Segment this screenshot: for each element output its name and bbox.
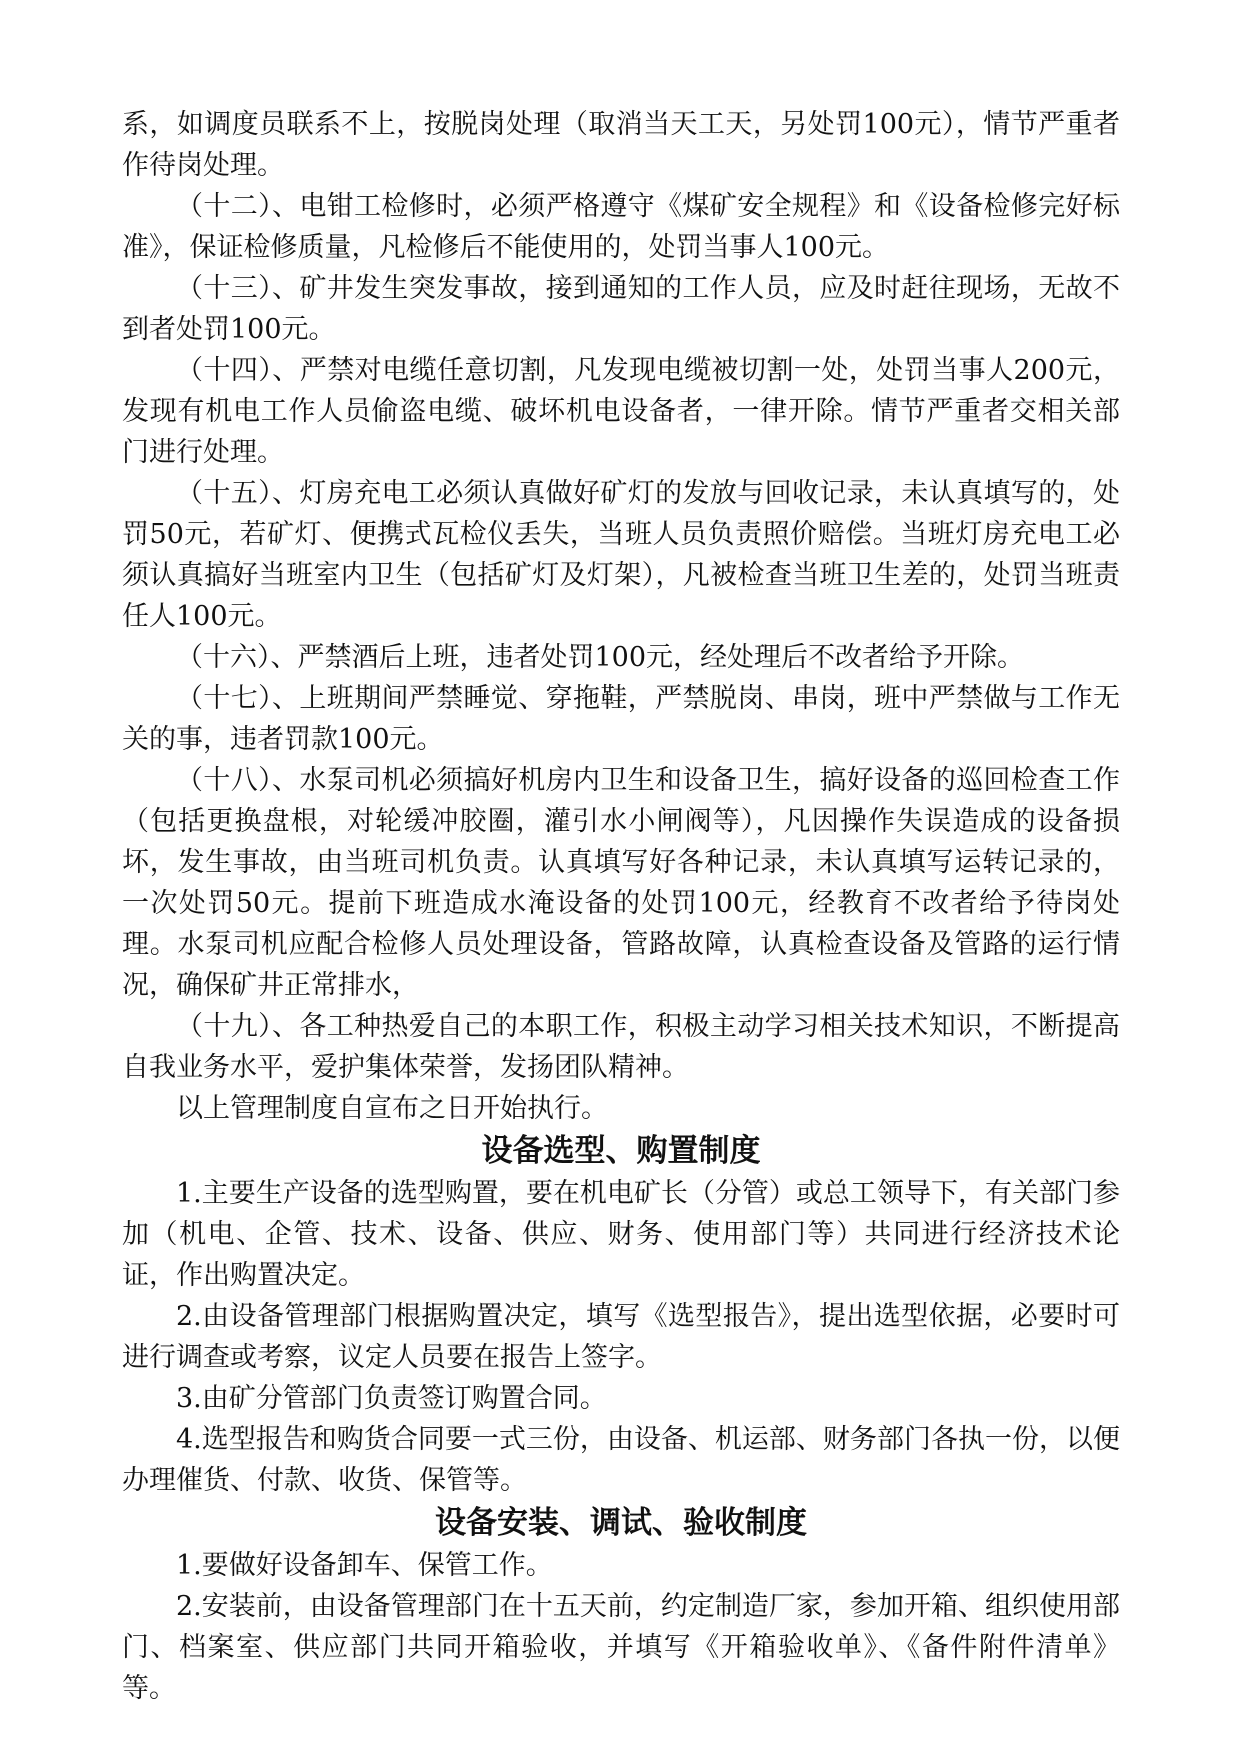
paragraph-closing: 以上管理制度自宣布之日开始执行。 [176,1093,608,1124]
paragraph-item-17: （十七）、上班期间严禁睡觉、穿拖鞋，严禁脱岗、串岗，班中严禁做与工作无关的事，违者罚款100元。 [122,683,1120,755]
procurement-item-2: 2.由设备管理部门根据购置决定，填写《选型报告》，提出选型依据，必要时可进行调查或考察，议定人员要在报告上签字。 [122,1301,1120,1373]
paragraph-cont: 系，如调度员联系不上，按脱岗处理（取消当天工天，另处罚100元），情节严重者作待岗处理。 [122,109,1120,181]
procurement-item-4: 4.选型报告和购货合同要一式三份，由设备、机运部、财务部门各执一份，以便办理催货、付款、收货、保管等。 [122,1424,1120,1496]
paragraph-item-13: （十三）、矿井发生突发事故，接到通知的工作人员，应及时赶往现场，无故不到者处罚100元。 [122,273,1120,345]
paragraph-item-14: （十四）、严禁对电缆任意切割，凡发现电缆被切割一处，处罚当事人200元，发现有机电工作人员偷盗电缆、破坏机电设备者，一律开除。情节严重者交相关部门进行处理。 [122,355,1120,468]
document-page [122,104,1120,1709]
paragraph-item-12: （十二）、电钳工检修时，必须严格遵守《煤矿安全规程》和《设备检修完好标准》，保证检修质量，凡检修后不能使用的，处罚当事人100元。 [122,191,1120,263]
paragraph-item-16: （十六）、严禁酒后上班，违者处罚100元，经处理后不改者给予开除。 [176,642,1025,673]
procurement-item-1: 1.主要生产设备的选型购置，要在机电矿长（分管）或总工领导下，有关部门参加（机电、企管、技术、设备、供应、财务、使用部门等）共同进行经济技术论证，作出购置决定。 [122,1178,1120,1291]
paragraph-item-15: （十五）、灯房充电工必须认真做好矿灯的发放与回收记录，未认真填写的，处罚50元，若矿灯、便携式瓦检仪丢失，当班人员负责照价赔偿。当班灯房充电工必须认真搞好当班室内卫生（包括矿灯及灯架），凡被检查当班卫生差的，处罚当班责任人100元。 [122,478,1120,632]
section-title-installation: 设备安装、调试、验收制度 [435,1505,807,1541]
installation-item-2: 2.安装前，由设备管理部门在十五天前，约定制造厂家，参加开箱、组织使用部门、档案室、供应部门共同开箱验收，并填写《开箱验收单》、《备件附件清单》等。 [122,1591,1120,1704]
paragraph-item-18: （十八）、水泵司机必须搞好机房内卫生和设备卫生，搞好设备的巡回检查工作（包括更换盘根，对轮缓冲胶圈，灌引水小闸阀等），凡因操作失误造成的设备损坏，发生事故，由当班司机负责。认真填写好各种记录，未认真填写运转记录的，一次处罚50元。提前下班造成水淹设备的处罚100元，经教育不改者给予待岗处理。水泵司机应配合检修人员处理设备，管路故障，认真检查设备及管路的运行情况，确保矿井正常排水， [122,765,1120,1001]
section-title-procurement: 设备选型、购置制度 [481,1133,761,1169]
paragraph-item-19: （十九）、各工种热爱自己的本职工作，积极主动学习相关技术知识，不断提高自我业务水平，爱护集体荣誉，发扬团队精神。 [122,1011,1120,1083]
installation-item-1: 1.要做好设备卸车、保管工作。 [176,1550,553,1581]
procurement-item-3: 3.由矿分管部门负责签订购置合同。 [176,1383,607,1414]
